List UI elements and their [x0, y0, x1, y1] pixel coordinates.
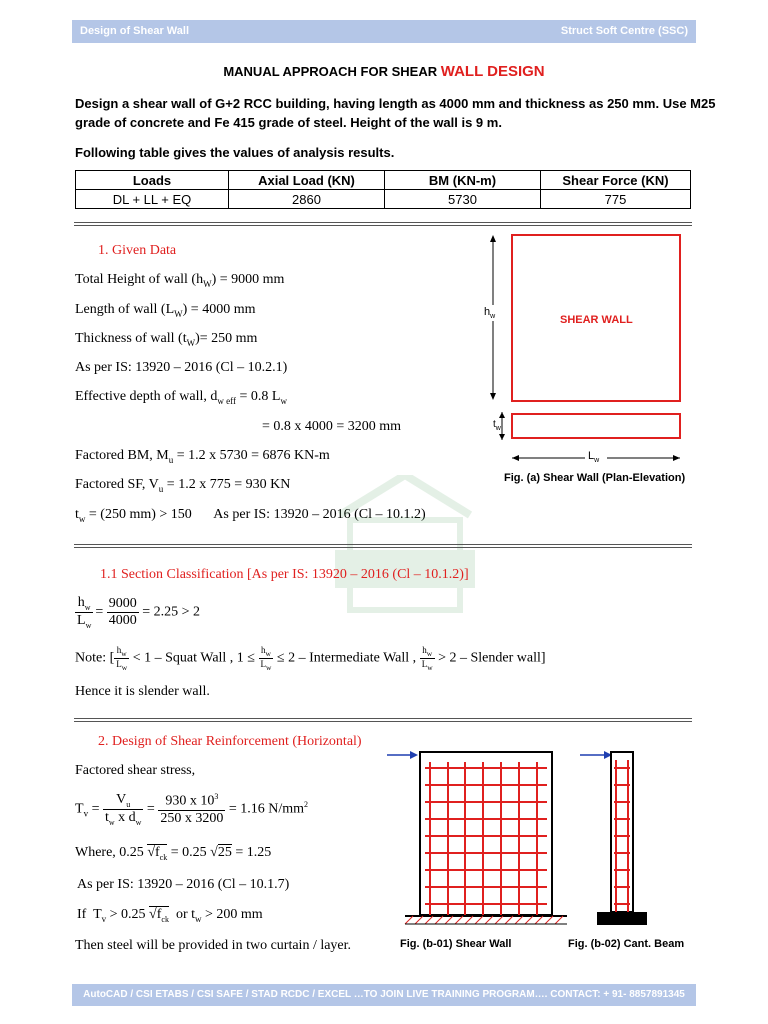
table-header-cell: BM (KN-m): [385, 171, 541, 190]
slender-conclusion: Hence it is slender wall.: [75, 684, 210, 699]
figure-b02-cantilever-beam: [575, 740, 675, 930]
figure-a-caption: Fig. (a) Shear Wall (Plan-Elevation): [504, 472, 686, 484]
divider: [74, 544, 692, 548]
arrow-right-icon: [410, 751, 418, 759]
thickness-line: Thickness of wall $(t_W)= 250$ mm: [75, 331, 258, 348]
divider: [74, 718, 692, 722]
wall-plan-rect: [512, 414, 680, 438]
horizontal-bars: [425, 768, 547, 904]
table-header-row: [76, 171, 691, 190]
arrow-up-icon: [499, 412, 505, 418]
curtain-line: Then steel will be provided in two curtain / layer.: [75, 938, 352, 953]
tv-equation: $T_v$ = $\frac{V_u}{t_w x d_w}$ = $\frac{930 x 10^3}{250 x 3200}$ = 1.16 $N/mm^2$: [75, 792, 309, 827]
code-ref-1021: As per IS: 13920 – 2016 (Cl – 10.2.1): [75, 360, 288, 375]
table-header-cell: Shear Force (KN): [541, 171, 691, 190]
table-header-cell: Loads: [76, 171, 229, 190]
divider: [74, 222, 692, 226]
footer-text: AutoCAD / CSI ETABS / CSI SAFE / STAD RCDC / EXCEL …TO JOIN LIVE TRAINING PROGRAM…. CONTACT: + 91- 8857891345: [83, 989, 685, 1000]
wall-outline: [420, 752, 552, 915]
shear-stress-label: Factored shear stress,: [75, 763, 196, 778]
section-2-heading: 2. Design of Shear Reinforcement (Horizontal): [98, 734, 362, 749]
arrow-left-icon: [512, 455, 519, 461]
figure-b02-caption: Fig. (b-02) Cant. Beam: [568, 938, 685, 950]
ssc-watermark-logo: [330, 475, 480, 625]
analysis-table: [75, 170, 691, 209]
table-row: [76, 190, 691, 209]
header-title: Design of Shear Wall: [80, 25, 190, 37]
intro-line-1: Design a shear wall of G+2 RCC building, having length as 4000 mm and thickness as 250 mm. Use M25: [75, 96, 716, 111]
document-title: MANUAL APPROACH FOR SHEAR WALL DESIGN: [223, 63, 545, 80]
table-intro: Following table gives the values of analysis results.: [75, 145, 395, 160]
ground-hatch: [405, 916, 563, 924]
arrow-right-icon: [673, 455, 680, 461]
lw-label: $L_w$: [588, 450, 600, 465]
figure-b01-shear-wall: [385, 740, 575, 930]
figure-a-shear-wall: [470, 228, 700, 488]
factored-bm-line: Factored BM, $M_u = 1.2$ x 5730 = 6876 KN-m: [75, 448, 330, 465]
code-ref-1017: As per IS: 13920 – 2016 (Cl – 10.1.7): [77, 877, 290, 892]
table-header-cell: Axial Load (KN): [229, 171, 385, 190]
if-condition-line: If $T_v > 0.25$ $√f_{ck}$ or $t_w > 200$ mm: [77, 907, 263, 924]
classification-note: Note: [ $\frac{h_w}{L_w}$ < 1 – Squat Wall , 1 ≤ $\frac{h_w}{L_w}$ ≤ 2 – Intermediate Wall , $\frac{h_w}{L_w}$ > 2 – Slender wall]: [75, 645, 546, 672]
beam-bars: [614, 760, 630, 912]
page-header: [72, 20, 696, 43]
tw-label: $t_w$: [493, 419, 501, 432]
arrow-down-icon: [499, 434, 505, 440]
tw-check-line: $t_w = (250$ mm) > 150 As per IS: 13920 – 2016 (Cl – 10.1.2): [75, 507, 426, 524]
header-brand: Struct Soft Centre (SSC): [560, 25, 688, 37]
length-line: Length of wall $(L_W) = 4000$ mm: [75, 302, 256, 319]
arrow-up-icon: [490, 235, 496, 242]
figure-b01-caption: Fig. (b-01) Shear Wall: [400, 938, 512, 950]
section-1-heading: 1. Given Data: [98, 243, 177, 258]
table-cell: 2860: [229, 190, 385, 209]
beam-support: [597, 912, 647, 925]
table-cell: DL + LL + EQ: [76, 190, 229, 209]
shear-wall-label: SHEAR WALL: [560, 314, 633, 326]
hw-label: $h_w$: [484, 306, 496, 321]
table-cell: 5730: [385, 190, 541, 209]
where-line: Where, 0.25 $√f_{ck} = 0.25$ √25 = 1.25: [75, 845, 272, 862]
table-cell: 775: [541, 190, 691, 209]
intro-line-2: grade of concrete and Fe 415 grade of steel. Height of the wall is 9 m.: [75, 115, 502, 130]
ratio-equation: $\frac{h_w}{L_w}$ = $\frac{9000}{4000}$ = 2.25 > 2: [77, 595, 201, 630]
effective-depth-line: Effective depth of wall, $d_{w eff} = 0.8$ $L_w$: [75, 389, 287, 406]
page-footer: [72, 984, 696, 1006]
effective-depth-calc: = 0.8 x 4000 = 3200 mm: [262, 419, 402, 434]
section-11-heading: 1.1 Section Classification [As per IS: 13920 – 2016 (Cl – 10.1.2)]: [100, 567, 469, 582]
total-height-line: Total Height of wall $(h_W) = 9000$ mm: [75, 272, 285, 289]
arrow-down-icon: [490, 393, 496, 400]
factored-sf-line: Factored SF, $V_u = 1.2$ x 775 = 930 KN: [75, 477, 291, 494]
